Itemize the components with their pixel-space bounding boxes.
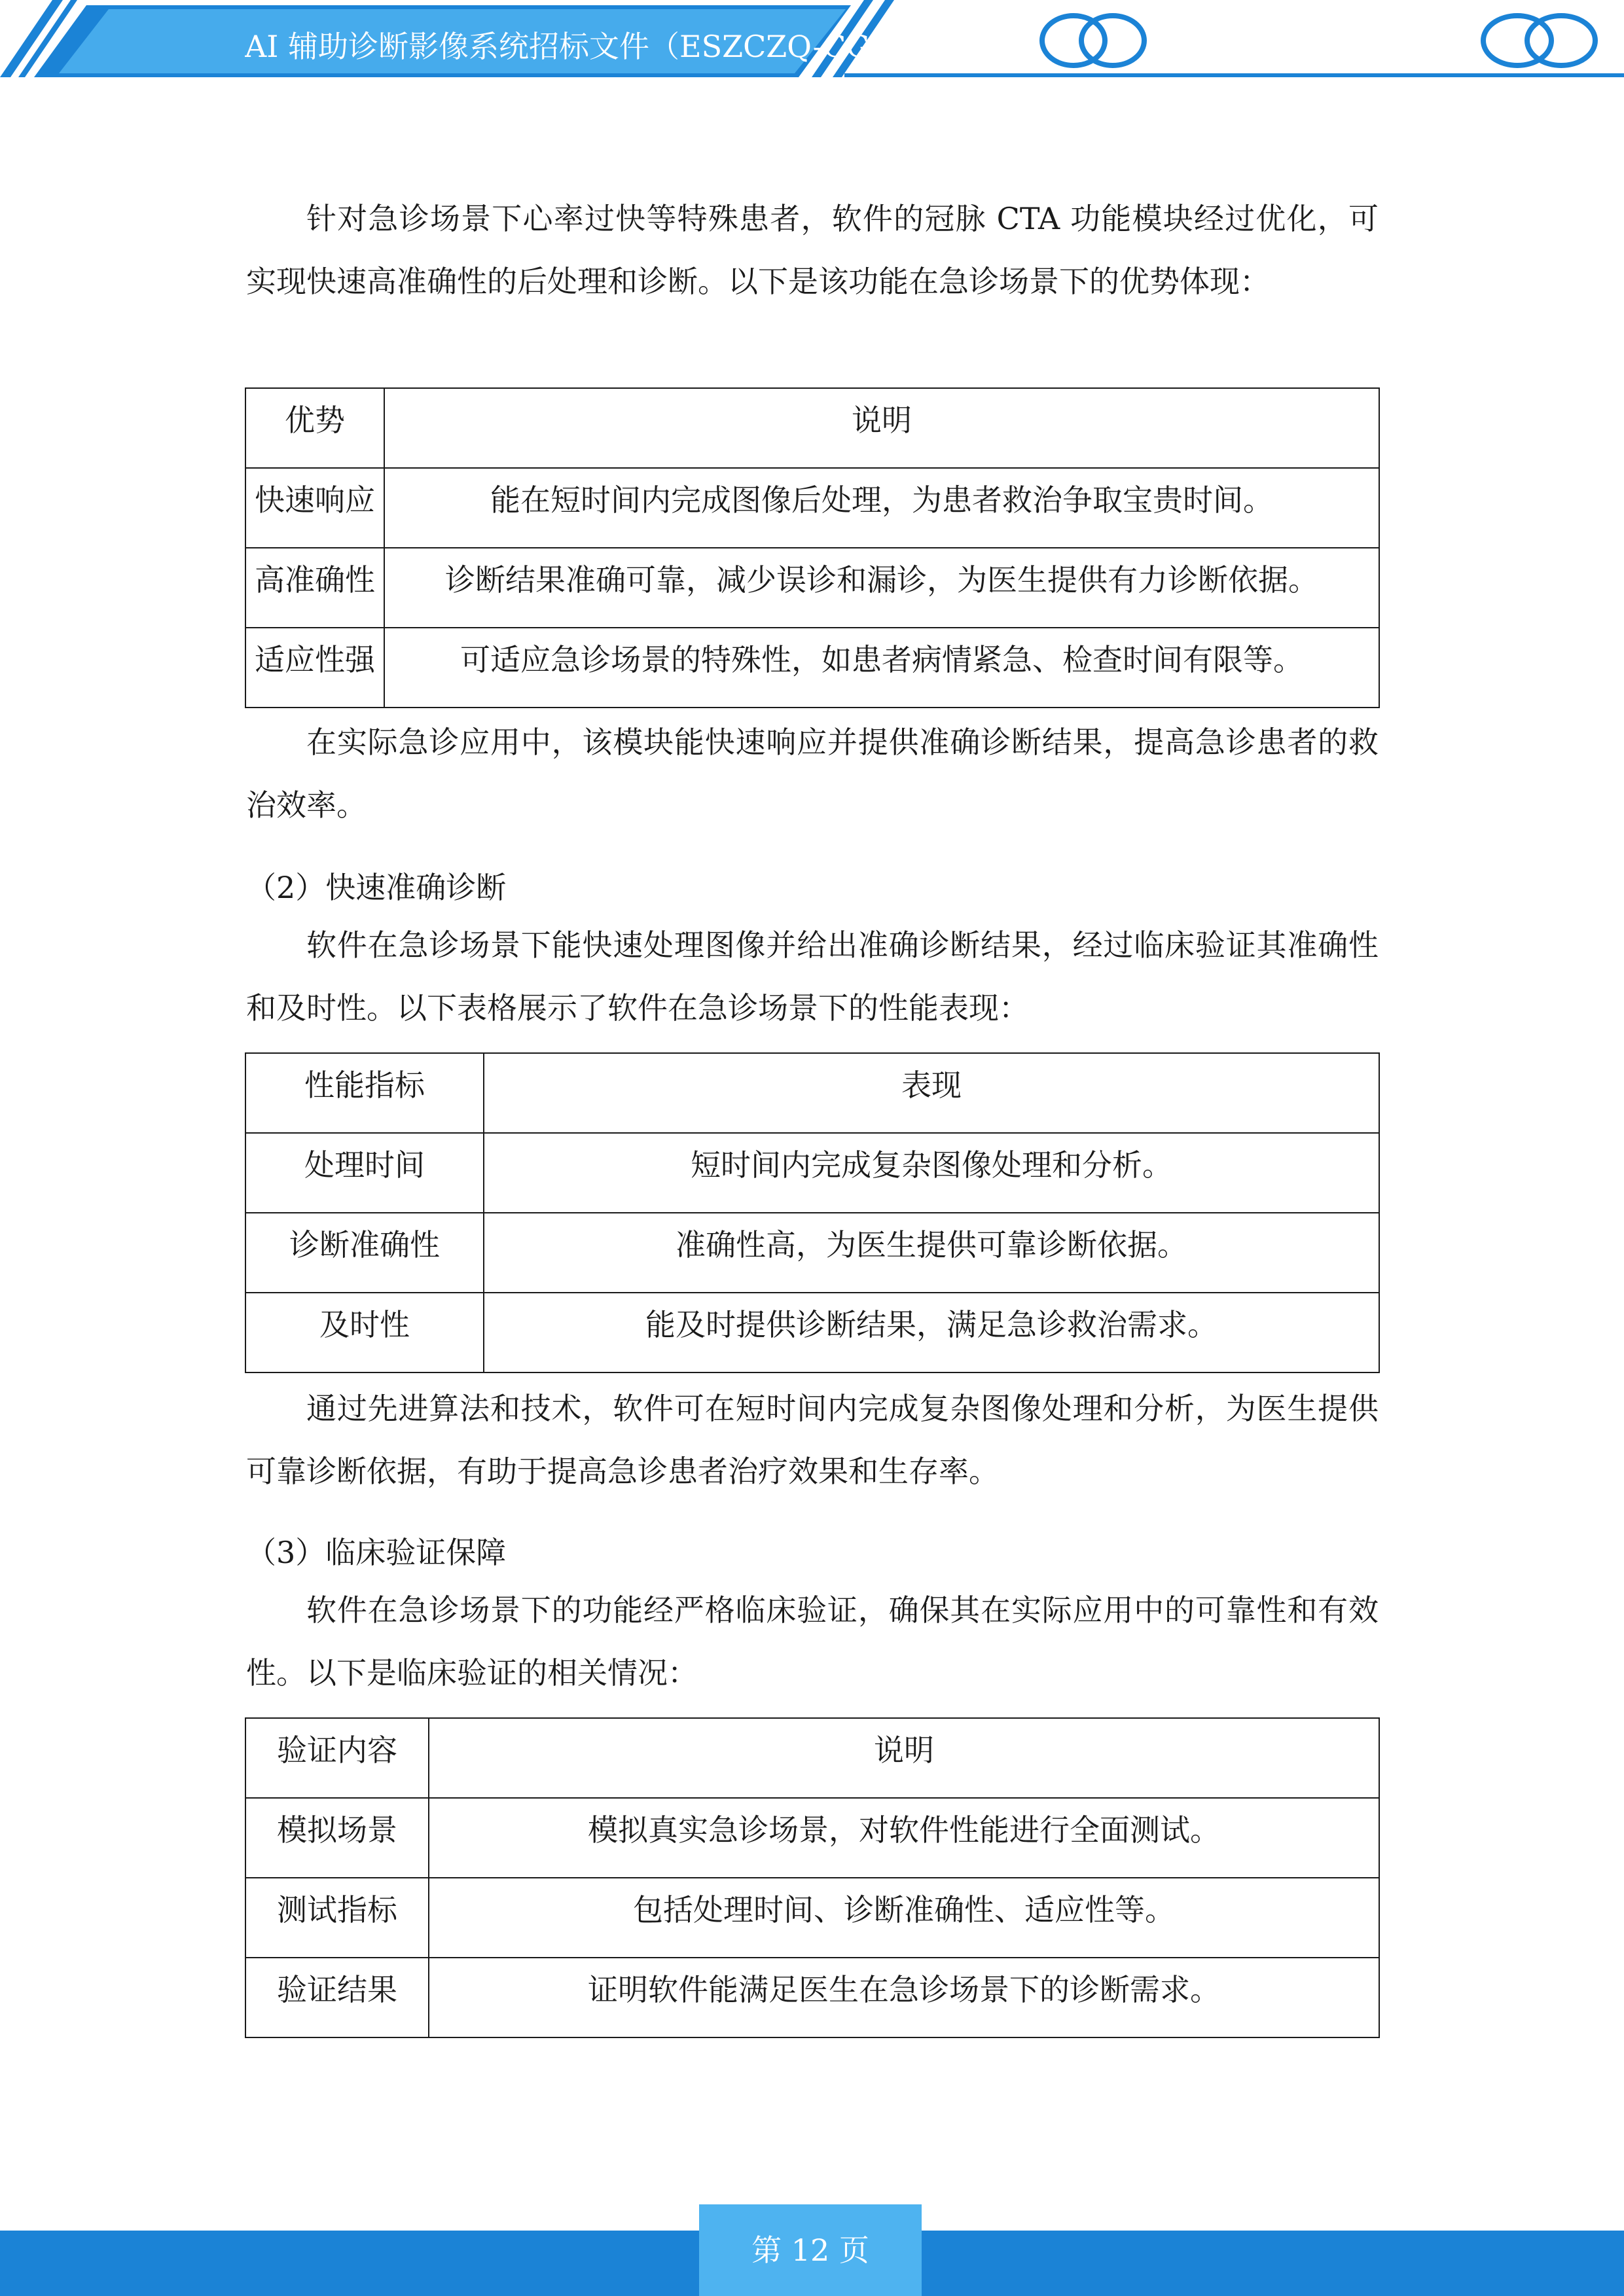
table-cell: 及时性 [245, 1293, 484, 1372]
table-row [245, 628, 1379, 708]
table-row [245, 548, 1379, 628]
table-header-row [245, 1053, 1379, 1133]
table-cell: 快速响应 [245, 468, 384, 548]
table-header-cell: 说明 [429, 1718, 1379, 1798]
table-row [245, 1213, 1379, 1293]
table-header-row [245, 1718, 1379, 1798]
table-cell: 模拟真实急诊场景，对软件性能进行全面测试。 [429, 1798, 1379, 1878]
table-cell: 可适应急诊场景的特殊性，如患者病情紧急、检查时间有限等。 [384, 628, 1379, 708]
table-cell: 准确性高，为医生提供可靠诊断依据。 [484, 1213, 1379, 1293]
summary-paragraph: 在实际急诊应用中，该模块能快速响应并提供准确诊断结果，提高急诊患者的救治效率。 [246, 725, 1379, 823]
validation-table [245, 1717, 1380, 2038]
table-row [245, 1133, 1379, 1213]
table-cell: 处理时间 [245, 1133, 484, 1213]
table-cell: 诊断准确性 [245, 1213, 484, 1293]
table-cell: 短时间内完成复杂图像处理和分析。 [484, 1133, 1379, 1213]
table-row [245, 1293, 1379, 1372]
double-ring-logo-icon [1483, 16, 1595, 65]
table-cell: 诊断结果准确可靠，减少误诊和漏诊，为医生提供有力诊断依据。 [384, 548, 1379, 628]
header-rule [844, 73, 1624, 77]
table-row [245, 1958, 1379, 2037]
performance-table [245, 1052, 1380, 1373]
validation-paragraph: 软件在急诊场景下的功能经严格临床验证，确保其在实际应用中的可靠性和有效性。以下是临床验证的相关情况： [246, 1592, 1379, 1691]
table-row [245, 468, 1379, 548]
table-cell: 测试指标 [245, 1878, 429, 1958]
page-number: 第 12 页 [699, 2204, 922, 2296]
table-cell: 高准确性 [245, 548, 384, 628]
document-title: AI 辅助诊断影像系统招标文件（ESZCZQ-CG [245, 29, 871, 64]
algorithm-paragraph: 通过先进算法和技术，软件可在短时间内完成复杂图像处理和分析，为医生提供可靠诊断依据，有助于提高急诊患者治疗效果和生存率。 [246, 1391, 1379, 1489]
table-header-cell: 性能指标 [245, 1053, 484, 1133]
table-header-cell: 说明 [384, 388, 1379, 468]
diagnosis-paragraph: 软件在急诊场景下能快速处理图像并给出准确诊断结果，经过临床验证其准确性和及时性。以下表格展示了软件在急诊场景下的性能表现： [246, 927, 1379, 1026]
table-cell: 验证结果 [245, 1958, 429, 2037]
section-heading: （2）快速准确诊断 [246, 870, 507, 905]
table-cell: 模拟场景 [245, 1798, 429, 1878]
table-header-cell: 优势 [245, 388, 384, 468]
table-header-cell: 验证内容 [245, 1718, 429, 1798]
table-row [245, 1798, 1379, 1878]
table-cell: 能在短时间内完成图像后处理，为患者救治争取宝贵时间。 [384, 468, 1379, 548]
section-heading: （3）临床验证保障 [246, 1535, 507, 1570]
table-cell: 适应性强 [245, 628, 384, 708]
table-row [245, 1878, 1379, 1958]
table-header-cell: 表现 [484, 1053, 1379, 1133]
table-cell: 证明软件能满足医生在急诊场景下的诊断需求。 [429, 1958, 1379, 2037]
table-cell: 包括处理时间、诊断准确性、适应性等。 [429, 1878, 1379, 1958]
intro-paragraph: 针对急诊场景下心率过快等特殊患者，软件的冠脉 CTA 功能模块经过优化，可实现快速高准确性的后处理和诊断。以下是该功能在急诊场景下的优势体现： [246, 201, 1379, 299]
advantages-table [245, 387, 1380, 708]
table-header-row [245, 388, 1379, 468]
table-cell: 能及时提供诊断结果，满足急诊救治需求。 [484, 1293, 1379, 1372]
